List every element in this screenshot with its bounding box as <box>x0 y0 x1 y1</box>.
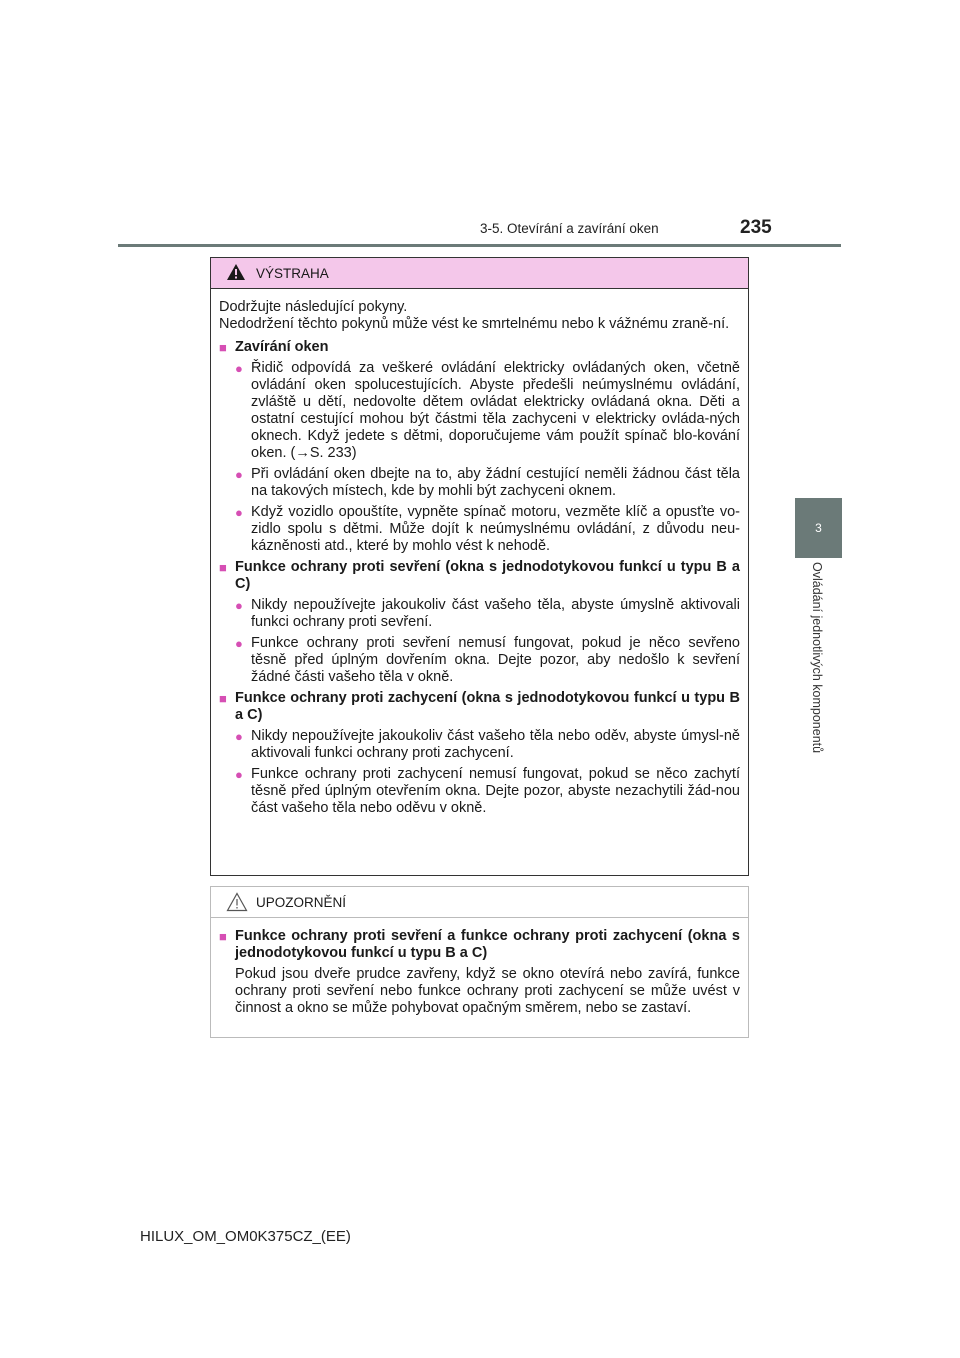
list-item: ● Funkce ochrany proti zachycení nemusí fungovat, pokud se něco zachytí těsně před úplným otevřením okna. Dejte pozor, abyste nezachytili žád-nou část vašeho těla nebo oděvu v okně. <box>235 766 740 816</box>
square-bullet-icon: ■ <box>219 340 227 355</box>
warning-header <box>211 258 748 289</box>
circle-bullet-icon: ● <box>235 467 243 482</box>
warning-triangle-icon <box>226 263 246 286</box>
notice-text: Pokud jsou dveře prudce zavřeny, když se okno otevírá nebo zavírá, funkce ochrany proti sevření nebo funkce ochrany proti zachycení se může uvést v činnost a okno se může pohybovat opačným směrem, nebo se zastaví. <box>235 966 740 1016</box>
chapter-tab-label <box>795 562 842 812</box>
circle-bullet-icon: ● <box>235 636 243 651</box>
list-item: ● Při ovládání oken dbejte na to, aby žádní cestující neměli žádnou část těla na takových místech, kde by mohli být zachyceni oknem. <box>235 466 740 499</box>
circle-bullet-icon: ● <box>235 767 243 782</box>
section-title: Funkce ochrany proti sevření (okna s jednodotykovou funkcí u typu B a C) <box>235 559 740 592</box>
warning-section <box>219 339 740 356</box>
circle-bullet-icon: ● <box>235 729 243 744</box>
square-bullet-icon: ■ <box>219 560 227 575</box>
page-number: 235 <box>740 217 772 238</box>
warning-section <box>219 690 740 724</box>
list-item: ● Nikdy nepoužívejte jakoukoliv část vašeho těla nebo oděv, abyste úmysl-ně aktivovali funkci ochrany proti zachycení. <box>235 728 740 761</box>
notice-section <box>219 928 740 962</box>
square-bullet-icon: ■ <box>219 929 227 944</box>
warning-intro-1: Dodržujte následující pokyny. <box>219 299 408 315</box>
list-item: ● Řidič odpovídá za veškeré ovládání elektricky ovládaných oken, včetně ovládání oken spolucestujících. Abyste předešli neúmyslnému ovládání, zvláště u dětí, nedovolte dětem ovládat elektricky ovládaná okna. Děti a ostatní cestující mohou být částmi těla zachyceni v elektricky ovláda-ných oknech. Když jedete s dětmi, doporučujeme vám použít spínač blo-kování oken. (→S. 233) <box>235 360 740 461</box>
section-title: Funkce ochrany proti zachycení (okna s jednodotykovou funkcí u typu B a C) <box>235 690 740 723</box>
warning-section <box>219 559 740 593</box>
warning-intro-2: Nedodržení těchto pokynů může vést ke smrtelnému nebo k vážnému zraně-ní. <box>219 316 730 332</box>
warning-body <box>211 289 748 817</box>
notice-triangle-icon <box>226 892 248 917</box>
list-item: ● Funkce ochrany proti sevření nemusí fungovat, pokud je něco sevřeno těsně před úplným dovřením okna. Dejte pozor, aby nedošlo k sevření žádné části vašeho těla v okně. <box>235 635 740 685</box>
list-item: ● Nikdy nepoužívejte jakoukoliv část vašeho těla, abyste úmyslně aktivovali funkci ochrany proti sevření. <box>235 597 740 630</box>
header-section-title: 3-5. Otevírání a zavírání oken <box>480 221 659 236</box>
chapter-tab: 3 <box>795 498 842 558</box>
notice-body <box>211 918 748 1017</box>
document-code: HILUX_OM_OM0K375CZ_(EE) <box>140 1228 351 1245</box>
warning-label: VÝSTRAHA <box>256 266 329 281</box>
header-divider <box>118 244 841 247</box>
notice-header <box>211 887 748 918</box>
notice-box <box>210 886 749 1038</box>
warning-box <box>210 257 749 876</box>
list-item: ● Když vozidlo opouštíte, vypněte spínač motoru, vezměte klíč a opusťte vo-zidlo spolu s dětmi. Může dojít k neúmyslnému ovládání, z důvodu neu-kázněnosti atd., které by mohlo vést k nehodě. <box>235 504 740 554</box>
notice-label: UPOZORNĚNÍ <box>256 895 347 910</box>
circle-bullet-icon: ● <box>235 505 243 520</box>
circle-bullet-icon: ● <box>235 598 243 613</box>
circle-bullet-icon: ● <box>235 361 243 376</box>
section-title: Funkce ochrany proti sevření a funkce ochrany proti zachycení (okna s jednodotykovou funkcí u typu B a C) <box>235 928 740 961</box>
chapter-title: Ovládání jednotlivých komponentů <box>810 562 824 754</box>
section-title: Zavírání oken <box>235 339 329 355</box>
square-bullet-icon: ■ <box>219 691 227 706</box>
